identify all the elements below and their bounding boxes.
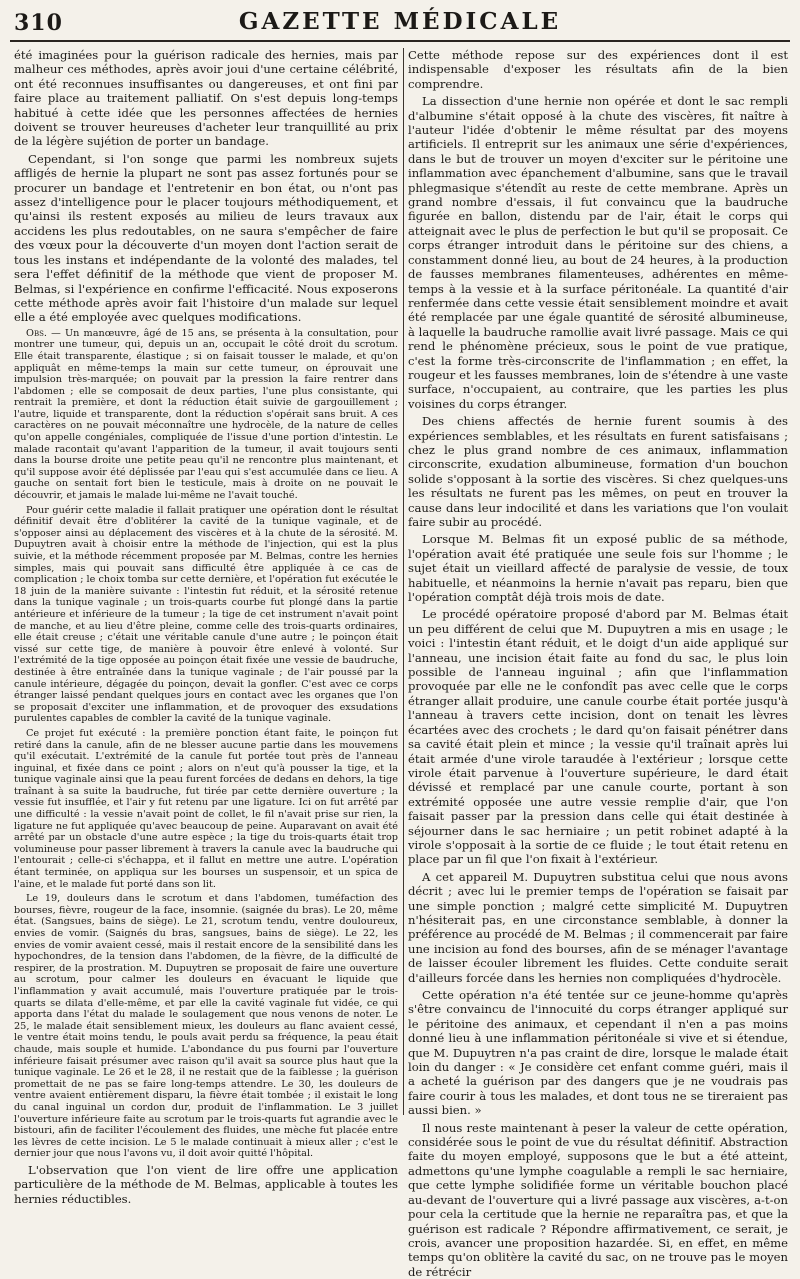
right-column: [408, 48, 788, 1279]
paragraph: Cette opération n'a été tentée sur ce jeune-homme qu'après s'être convaincu de l'innocuité du corps étranger appliqué sur le péritoine des animaux, et cependant il n'en a pas moins donné lieu à une inflammation péritonéale si vive et si étendue, que M. Dupuytren n'a pas craint de dire, lorsque le malade était loin du danger : « Je considère cet enfant comme guéri, mais il a acheté la guérison par des dangers que je ne voudrais pas faire courir à tous les malades, et dont tous ne se tireraient pas aussi bien. »: [408, 988, 788, 1118]
observation-label: Obs. —: [26, 327, 61, 339]
observation-section: [14, 328, 398, 1160]
column-divider: [403, 48, 404, 1115]
observation-text: Un manœuvre, âgé de 15 ans, se présenta à la consultation, pour montrer une tumeur, qui, depuis un an, occupait le côté droit du scrotum. Elle était transparente, élastique ; si on faisait tousser le malade, et qu'on appliquât en même-temps la main sur cette tumeur, on éprouvait une impulsion très-marquée; on pouvait par la pression la faire rentrer dans l'abdomen ; elle se composait de deux parties, l'une plus consistante, qui rentrait la première, et dont la réduction était suivie de gargouillement ; l'autre, liquide et transparente, dont la réduction s'opérait sans bruit. A ces caractères on ne pouvait méconnaître une hydrocèle, de la nature de celles qu'on appelle congéniales, compliquée de l'issue d'une portion d'intestin. Le malade racontait qu'avant l'apparition de la tumeur, il avait toujours senti dans la bourse droite une petite peau qu'il ne rencontre plus maintenant, et qu'il suppose avoir été déplissée par l'eau qui s'est accumulée dans ce lieu. A gauche on sentait fort bien le testicule, mais à droite on ne pouvait le découvrir, et jamais le malade lui-même ne l'avait touché.: [14, 327, 398, 502]
paragraph: Ce projet fut exécuté : la première ponction étant faite, le poinçon fut retiré dans la canule, afin de ne blesser aucune partie dans les mouvemens qu'il exécutait. L'extrémité de la canule fut portée tout près de l'anneau inguinal, et fixée dans ce point ; alors on n'eut qu'à pousser la tige, et la tunique vaginale ainsi que la peau furent forcées de dedans en dehors, la tige traînant à sa suite la baudruche, fut tirée par cette dernière ouverture ; la vessie fut insufflée, et l'air y fut retenu par une ligature. Ici on fut arrêté par une difficulté : la vessie n'avait point de collet, le fil n'avait prise sur rien, la ligature ne fut appliquée qu'avec beaucoup de peine. Auparavant on avait été arrêté par un obstacle d'une autre espèce ; la tige du trois-quarts était trop volumineuse pour passer librement à travers la canule avec la baudruche qui l'entourait ; celle-ci s'échappa, et il fallut en mettre une autre. L'opération étant terminée, on appliqua sur les bourses un suspensoir, et un spica de l'aine, et le malade fut porté dans son lit.: [14, 727, 398, 890]
observation-paragraph: [14, 328, 398, 502]
paragraph: Il nous reste maintenant à peser la valeur de cette opération, considérée sous le point de vue du résultat définitif. Abstraction faite du moyen employé, supposons que le but a été atteint, admettons qu'une lymphe coagulable a rempli le sac herniaire, que cette lymphe solidifiée forme un véritable bouchon placé au-devant de l'ouverture qui a livré passage aux viscères, a-t-on pour cela la certitude que la hernie ne reparaîtra pas, et que la guérison est radicale ? Répondre affirmativement, ce serait, je crois, avancer une proposition hazardée. Si, en effet, en même temps qu'on oblitère la cavité du sac, on ne trouve pas le moyen de rétrécir: [408, 1120, 788, 1279]
paragraph: Cependant, si l'on songe que parmi les nombreux sujets affligés de hernie la plupart ne sont pas assez fortunés pour se procurer un bandage et l'entretenir en bon état, ou n'ont pas assez d'intelligence pour le placer toujours méthodiquement, et qu'ainsi ils restent exposés au milieu de leurs travaux aux accidens les plus redoutables, on ne saura s'empêcher de faire des vœux pour la découverte d'un moyen dont l'action serait de tous les instans et indépendante de la volonté des malades, tel sera l'effet définitif de la méthode que vient de proposer M. Belmas, si l'expérience en confirme l'efficacité. Nous exposerons cette méthode après avoir fait l'histoire d'un malade sur lequel elle a été employée avec quelques modifications.: [14, 151, 398, 325]
paragraph: La dissection d'une hernie non opérée et dont le sac rempli d'albumine s'était opposé à la chute des viscères, fit naître à l'auteur l'idée d'obtenir le même résultat par des moyens artificiels. Il entreprit sur les animaux une série d'expériences, dans le but de trouver un moyen d'exciter sur le péritoine une inflammation avec épanchement d'albumine, sans que le travail phlegmasique s'étendît au reste de cette membrane. Après un grand nombre d'essais, il fut convaincu que la baudruche figurée en ballon, distendu par de l'air, était le corps qui atteignait avec le plus de perfection le but qu'il se proposait. Ce corps étranger introduit dans le péritoine sur des chiens, a constamment donné lieu, au bout de 24 heures, à la production de fausses membranes filamenteuses, adhérentes en même-temps à la vessie et à la surface péritonéale. La quantité d'air renfermée dans cette vessie était sensiblement moindre et avait été remplacée par une égale quantité de sérosité albumineuse, à laquelle la baudruche ramollie avait livré passage. Mais ce qui rend le phénomène précieux, sous le point de vue pratique, c'est la forme très-circonscrite de l'inflammation ; en effet, la rougeur et les fausses membranes, loin de s'étendre à une vaste surface, n'occupaient, au contraire, que les parties les plus voisines du corps étranger.: [408, 94, 788, 411]
paragraph: L'observation que l'on vient de lire offre une application particulière de la méthode de M. Belmas, applicable à toutes les hernies réductibles.: [14, 1162, 398, 1206]
left-column: [14, 48, 398, 1206]
intro-section: [14, 48, 398, 325]
paragraph: été imaginées pour la guérison radicale des hernies, mais par malheur ces méthodes, après avoir joui d'une certaine célébrité, ont été reconnues insuffisantes ou dangereuses, et ont fini par faire place au traitement palliatif. On s'est depuis long-temps habitué à cette idée que les personnes affectées de hernies doivent se trouver heureuses d'acheter leur tranquillité au prix de la légère sujétion de porter un bandage.: [14, 48, 398, 149]
paragraph: Le procédé opératoire proposé d'abord par M. Belmas était un peu différent de celui que M. Dupuytren a mis en usage ; le voici : l'intestin étant réduit, et le doigt d'un aide appliqué sur l'anneau, une incision était faite au fond du sac, le plus loin possible de l'anneau inguinal ; afin que l'inflammation provoquée par elle ne le confondît pas avec celle que le corps étranger allait produire, une canule courbe était portée jusqu'à l'anneau à travers cette incision, dont on tenait les lèvres écartées avec des crochets ; le dard qu'on faisait pénétrer dans sa cavité était plein et mince ; la vessie qu'il traînait après lui était armée d'une virole taraudée à l'extérieur ; lorsque cette virole était parvenue à l'ouverture supérieure, le dard était dévissé et remplacé par une canule courte, portant à son extrémité opposée une autre vessie remplie d'air, que l'on faisait passer par la pression dans celle qui était destinée à séjourner dans le sac herniaire ; un petit robinet adapté à la virole s'opposait à la sortie de ce fluide ; le tout était retenu en place par un fil que l'on fixait à l'extérieur.: [408, 607, 788, 867]
paragraph: Le 19, douleurs dans le scrotum et dans l'abdomen, tuméfaction des bourses, fièvre, rougeur de la face, insomnie. (saignée du bras). Le 20, même état. (Sangsues, bains de siège). Le 21, scrotum tendu, ventre douloureux, envies de vomir. (Saignés du bras, sangsues, bains de siège). Le 22, les envies de vomir avaient cessé, mais il restait encore de la sensibilité dans les hypochondres, de la tension dans l'abdomen, de la fièvre, de la difficulté de respirer, de la prostration. M. Dupuytren se proposait de faire une ouverture au scrotum, pour calmer les douleurs en évacuant le liquide que l'inflammation y avait accumulé, mais l'ouverture pratiquée par le trois-quarts se dilata d'elle-même, et par elle la cavité vaginale fut vidée, ce qui apporta dans l'état du malade le soulagement que nous venons de noter. Le 25, le malade était sensiblement mieux, les douleurs au flanc avaient cessé, le ventre était moins tendu, le pouls avait perdu sa fréquence, la peau était chaude, mais souple et humide. L'abondance du pus fourni par l'ouverture inférieure faisait présumer avec raison qu'il avait sa source plus haut que la tunique vaginale. Le 26 et le 28, il ne restait que de la faiblesse ; la guérison promettait de ne pas se faire long-temps attendre. Le 30, les douleurs de ventre avaient entièrement disparu, la fièvre était tombée ; il existait le long du canal inguinal un cordon dur, produit de l'inflammation. Le 3 juillet l'ouverture inférieure faite au scrotum par le trois-quarts fut agrandie avec le bistouri, afin de faciliter l'écoulement des fluides, une mèche fut placée entre les lèvres de cette incision. Le 5 le malade continuait à mieux aller ; c'est le dernier jour que nous l'avons vu, il doit avoir quitté l'hôpital.: [14, 893, 398, 1160]
page-header: [10, 6, 790, 42]
journal-title: GAZETTE MÉDICALE: [238, 8, 562, 35]
paragraph: A cet appareil M. Dupuytren substitua celui que nous avons décrit ; avec lui le premier temps de l'opération se faisait par une simple ponction ; malgré cette simplicité M. Dupuytren n'hésiterait pas, en une circonstance semblable, à donner la préférence au procédé de M. Belmas ; il commencerait par faire une incision au fond des bourses, afin de se ménager l'avantage de laisser écouler librement les fluides. Cette conduite serait d'ailleurs forcée dans les hernies non compliquées d'hydrocèle.: [408, 869, 788, 985]
closing-section: [14, 1163, 398, 1206]
paragraph: Des chiens affectés de hernie furent soumis à des expériences semblables, et les résultats en furent satisfaisans ; chez le plus grand nombre de ces animaux, inflammation circonscrite, exudation albumineuse, formation d'un bouchon solide s'opposant à la sortie des viscères. Si chez quelques-uns les résultats ne furent pas les mêmes, on peut en trouver la cause dans leur indocilité et dans les variations que l'on voulait faire subir au procédé.: [408, 414, 788, 529]
page-number: 310: [14, 10, 63, 36]
paragraph: Pour guérir cette maladie il fallait pratiquer une opération dont le résultat définitif devait être d'oblitérer la cavité de la tunique vaginale, et de s'opposer ainsi au déplacement des viscères et à la chute de la sérosité. M. Dupuytren avait à choisir entre la méthode de l'injection, qui est la plus suivie, et la méthode récemment proposée par M. Belmas, contre les hernies simples, mais qui pouvait sans difficulté être appliquée à ce cas de complication ; le choix tomba sur cette dernière, et l'opération fut exécutée le 18 juin de la manière suivante : l'intestin fut réduit, et la sérosité retenue dans la tunique vaginale ; un trois-quarts courbe fut plongé dans la partie antérieure et inférieure de la tumeur ; la tige de cet instrument n'avait point de manche, et au lieu d'être pleine, comme celle des trois-quarts ordinaires, elle était creuse ; c'était une véritable canule d'une autre ; le poinçon était vissé sur cette tige, de manière à pouvoir être enlevé à volonté. Sur l'extrémité de la tige opposée au poinçon était fixée une vessie de baudruche, destinée à être entraînée dans la tunique vaginale ; de l'air poussé par la canule intérieure, dégagée du poinçon, devait la gonfler. C'est avec ce corps étranger laissé pendant quelques jours en contact avec les organes que l'on se proposait d'exciter une inflammation, et de provoquer des exsudations purulentes capables de combler la cavité de la tunique vaginale.: [14, 504, 398, 725]
paragraph: Lorsque M. Belmas fit un exposé public de sa méthode, l'opération avait été pratiquée une seule fois sur l'homme ; le sujet était un vieillard affecté de paralysie de vessie, de toux habituelle, et néanmoins la hernie n'avait pas reparu, bien que l'opération comptât déjà trois mois de date.: [408, 532, 788, 605]
paragraph: Cette méthode repose sur des expériences dont il est indispensable d'exposer les résultats afin de la bien comprendre.: [408, 48, 788, 91]
